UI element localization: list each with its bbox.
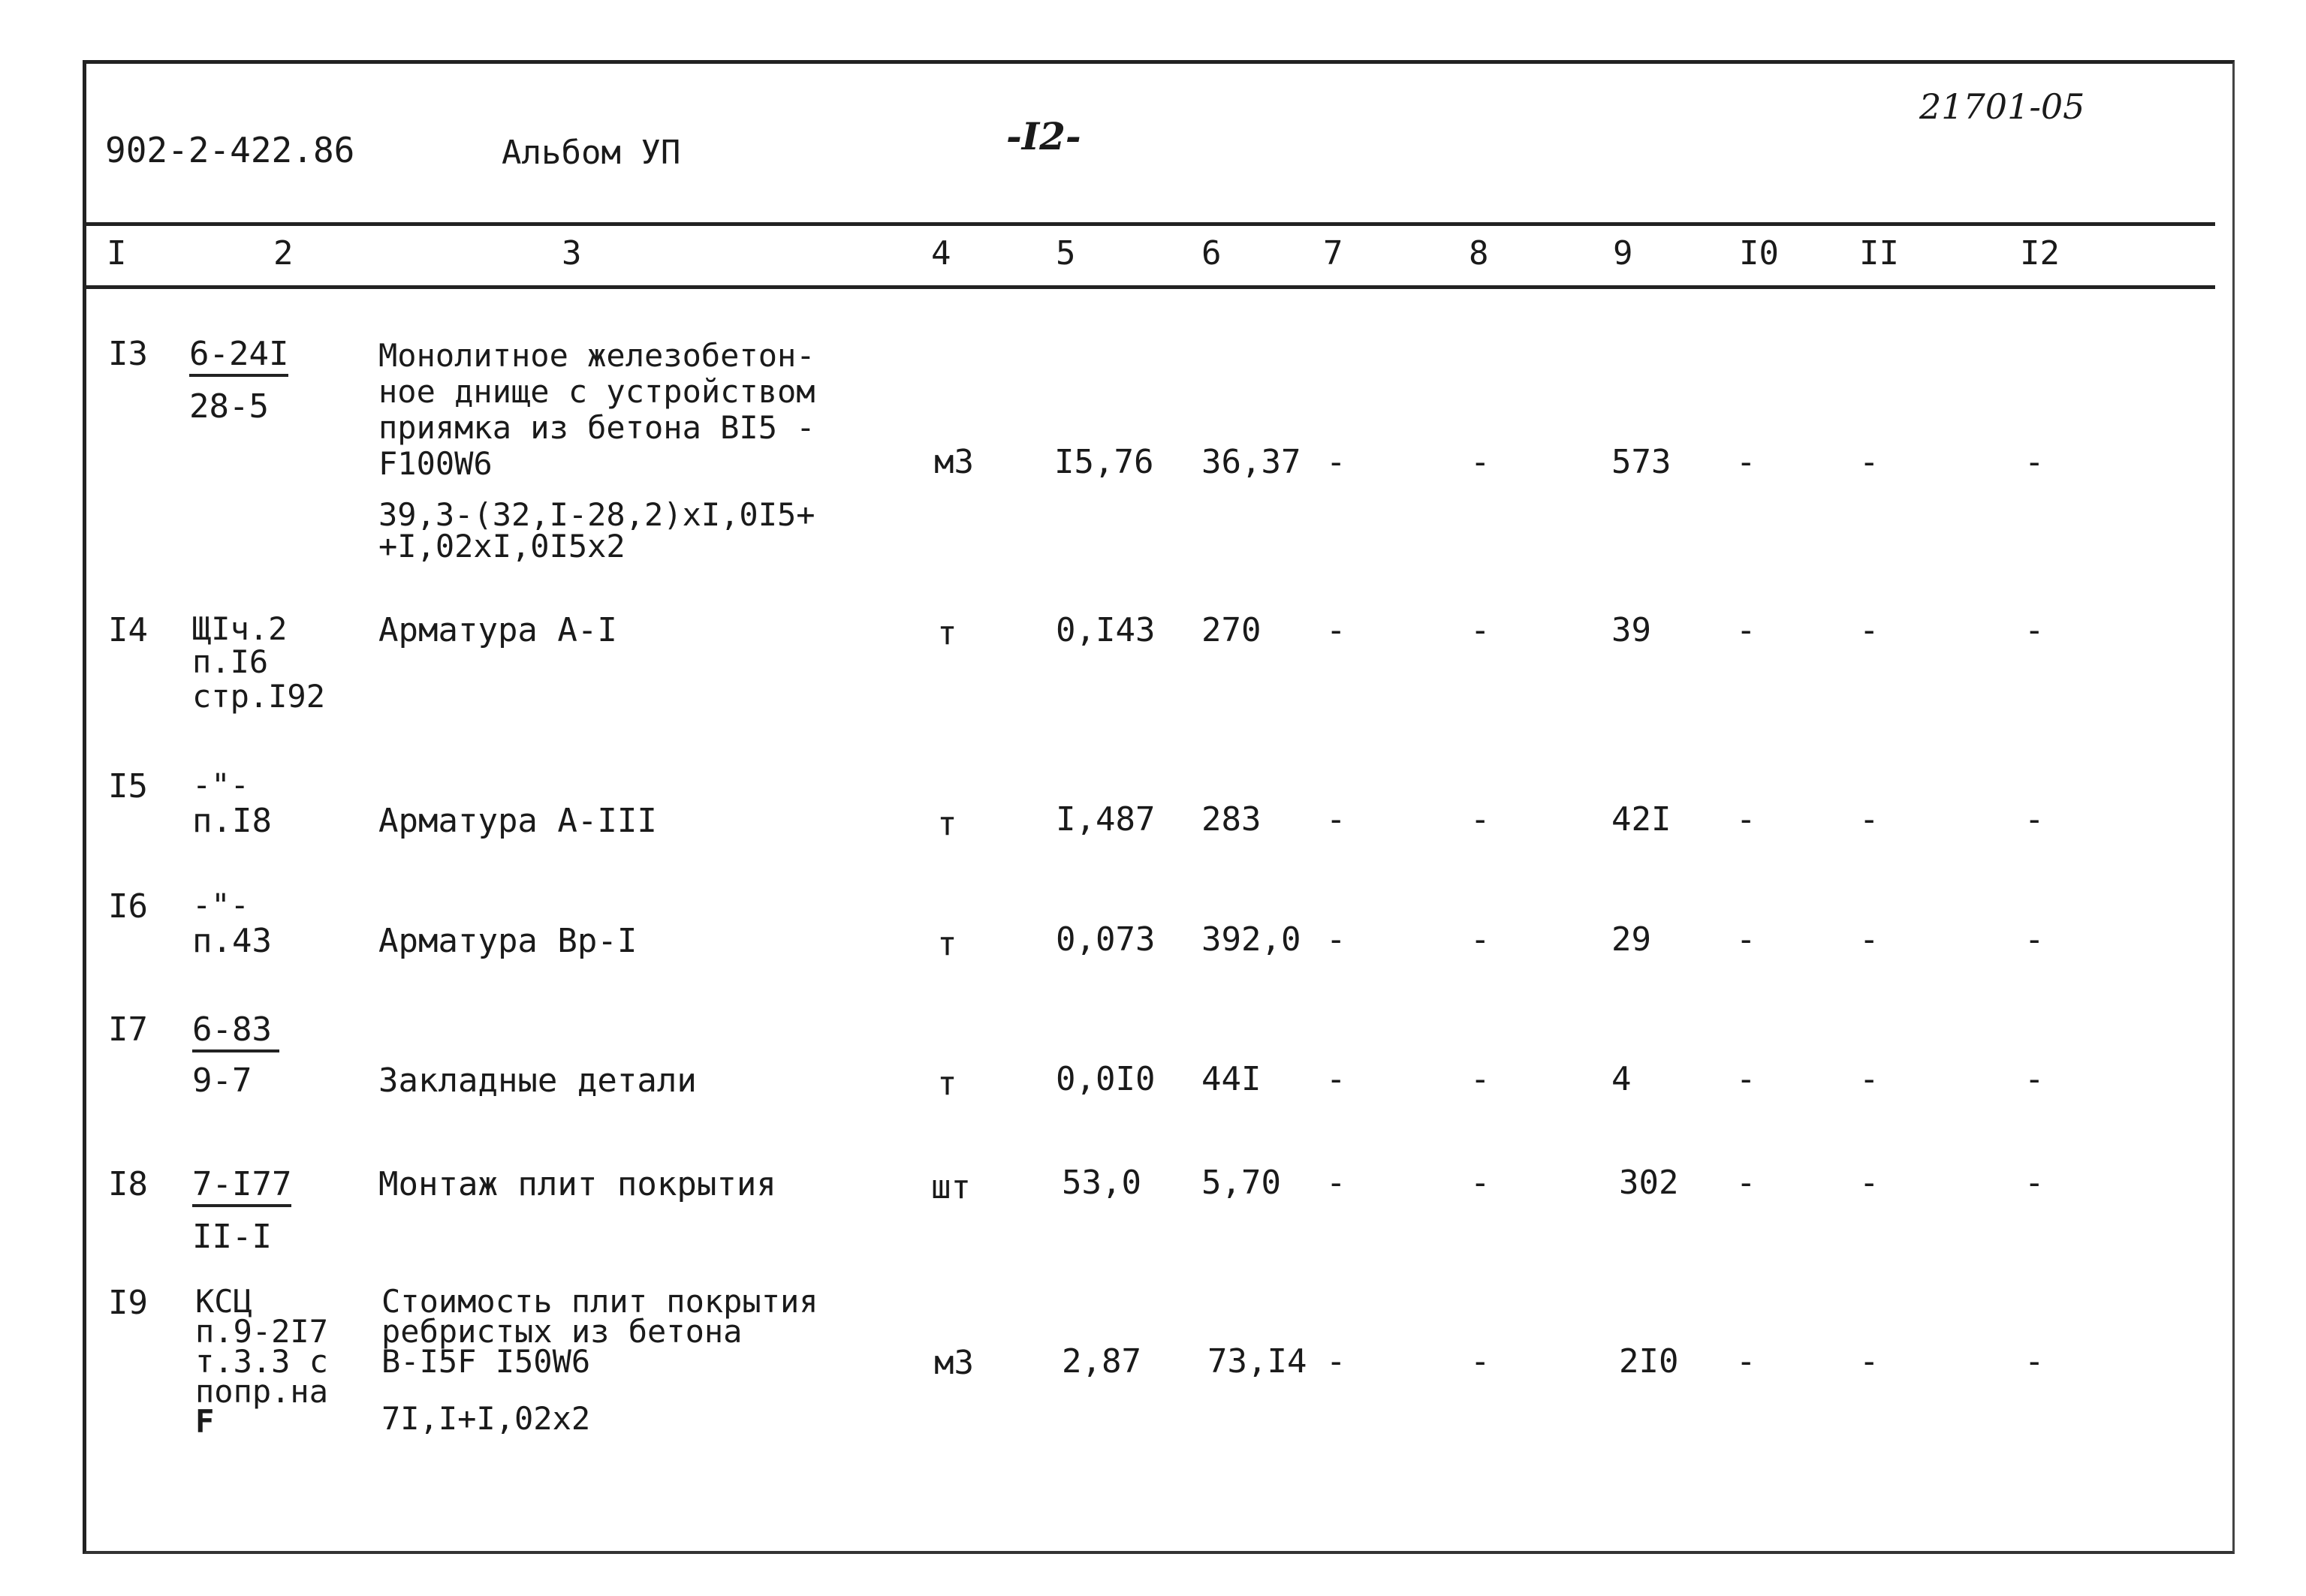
col7-value: - — [1326, 800, 1346, 839]
col-header: 9 — [1613, 234, 1633, 273]
item-description: Арматура A-I — [378, 611, 617, 649]
col7-value: - — [1326, 1164, 1346, 1202]
row-number: I4 — [108, 611, 148, 649]
col12-value: - — [2024, 611, 2045, 649]
norm-code: п.I8 — [192, 802, 272, 840]
col12-value: - — [2024, 1342, 2045, 1381]
header-rule-bottom — [83, 285, 2215, 289]
item-description: F100W6 — [378, 445, 493, 482]
quantity-formula: 7I,I+I,02x2 — [381, 1400, 591, 1437]
total-cost: 29 — [1611, 920, 1651, 959]
unit: м3 — [934, 443, 974, 481]
header-rule-top — [83, 222, 2215, 226]
quantity: 0,073 — [1056, 920, 1156, 959]
item-description: Закладные детали — [378, 1061, 697, 1100]
col11-value: - — [1859, 443, 1879, 481]
unit: т — [937, 805, 957, 843]
unit-price: 5,70 — [1201, 1164, 1281, 1202]
norm-code: 6-83 — [192, 1012, 279, 1052]
quantity: 0,I43 — [1056, 611, 1156, 649]
item-description: Монолитное железобетон- — [378, 337, 815, 374]
col11-value: - — [1859, 1060, 1879, 1098]
norm-code: попр.на — [195, 1373, 329, 1410]
col7-value: - — [1326, 443, 1346, 481]
quantity: 2,87 — [1062, 1342, 1141, 1381]
unit-price: 283 — [1201, 800, 1262, 839]
col8-value: - — [1470, 1060, 1491, 1098]
total-cost: 39 — [1611, 611, 1651, 649]
col8-value: - — [1470, 800, 1491, 839]
col8-value: - — [1470, 920, 1491, 959]
norm-code: 6-24I — [189, 336, 288, 377]
col-header: I2 — [2020, 234, 2060, 273]
total-cost: 573 — [1611, 443, 1671, 481]
col-header: 7 — [1323, 234, 1343, 273]
col11-value: - — [1859, 800, 1879, 839]
item-description: ное днище с устройством — [378, 373, 815, 410]
norm-code: F — [195, 1403, 215, 1440]
col12-value: - — [2024, 1060, 2045, 1098]
total-cost: 2I0 — [1619, 1342, 1679, 1381]
col10-value: - — [1736, 611, 1756, 649]
unit: т — [937, 1065, 957, 1103]
col12-value: - — [2024, 1164, 2045, 1202]
row-number: I8 — [108, 1165, 148, 1203]
norm-code: т.3.3 с — [195, 1343, 329, 1380]
norm-code: ЩIч.2 — [192, 610, 288, 647]
item-description: ребристых из бетона — [381, 1313, 743, 1350]
col-header: 8 — [1469, 234, 1489, 273]
norm-code: п.I6 — [192, 643, 269, 680]
quantity: I5,76 — [1054, 443, 1154, 481]
page-number: -I2- — [1006, 114, 1081, 158]
unit: шт — [931, 1168, 971, 1206]
col7-value: - — [1326, 1060, 1346, 1098]
quantity-formula: +I,02xI,0I5x2 — [378, 528, 625, 565]
unit: м3 — [934, 1344, 974, 1382]
col-header: 4 — [931, 234, 951, 273]
col10-value: - — [1736, 920, 1756, 959]
total-cost: 302 — [1619, 1164, 1679, 1202]
col11-value: - — [1859, 1342, 1879, 1381]
unit-price: 392,0 — [1201, 920, 1301, 959]
quantity: I,487 — [1056, 800, 1156, 839]
norm-subcode: 9-7 — [192, 1061, 252, 1100]
col-header: 2 — [273, 234, 294, 273]
col10-value: - — [1736, 1164, 1756, 1202]
col11-value: - — [1859, 1164, 1879, 1202]
total-cost: 4 — [1611, 1060, 1632, 1098]
col12-value: - — [2024, 920, 2045, 959]
col10-value: - — [1736, 1060, 1756, 1098]
col8-value: - — [1470, 611, 1491, 649]
row-number: I9 — [108, 1284, 148, 1322]
norm-code: КСЦ — [195, 1283, 252, 1320]
col10-value: - — [1736, 800, 1756, 839]
col10-value: - — [1736, 443, 1756, 481]
unit-price: 36,37 — [1201, 443, 1301, 481]
unit: т — [937, 614, 957, 652]
item-description: Арматура Bp-I — [378, 922, 638, 960]
item-description: B-I5F I50W6 — [381, 1343, 591, 1380]
quantity: 53,0 — [1062, 1164, 1141, 1202]
col10-value: - — [1736, 1342, 1756, 1381]
col11-value: - — [1859, 611, 1879, 649]
total-cost: 42I — [1611, 800, 1671, 839]
quantity: 0,0I0 — [1056, 1060, 1156, 1098]
col12-value: - — [2024, 800, 2045, 839]
unit-price: 270 — [1201, 611, 1262, 649]
document-number: 902-2-422.86 — [105, 130, 355, 170]
norm-code: стр.I92 — [192, 678, 326, 715]
archive-stamp: 21701-05 — [1919, 86, 2085, 127]
item-description: Стоимость плит покрытия — [381, 1283, 818, 1320]
album-label: Альбом УП — [502, 134, 681, 172]
norm-code: -"- — [192, 766, 249, 803]
col-header: I — [107, 234, 127, 273]
item-description: приямка из бетона BI5 - — [378, 409, 815, 446]
item-description: Арматура A-III — [378, 802, 657, 840]
col8-value: - — [1470, 443, 1491, 481]
col8-value: - — [1470, 1342, 1491, 1381]
col-header: 5 — [1056, 234, 1076, 273]
item-description: Монтаж плит покрытия — [378, 1165, 776, 1203]
unit-price: 44I — [1201, 1060, 1262, 1098]
row-number: I3 — [108, 335, 148, 373]
row-number: I5 — [108, 767, 148, 806]
norm-code: -"- — [192, 887, 249, 923]
norm-code: п.43 — [192, 922, 272, 960]
row-number: I6 — [108, 887, 148, 926]
quantity-formula: 39,3-(32,I-28,2)xI,0I5+ — [378, 496, 815, 533]
col-header: II — [1859, 234, 1899, 273]
col12-value: - — [2024, 443, 2045, 481]
col7-value: - — [1326, 920, 1346, 959]
row-number: I7 — [108, 1010, 148, 1049]
unit-price: 73,I4 — [1207, 1342, 1307, 1381]
norm-subcode: II-I — [192, 1218, 272, 1256]
col7-value: - — [1326, 1342, 1346, 1381]
norm-code: 7-I77 — [192, 1167, 291, 1207]
unit: т — [937, 925, 957, 963]
col7-value: - — [1326, 611, 1346, 649]
col11-value: - — [1859, 920, 1879, 959]
col-header: 3 — [562, 234, 582, 273]
col-header: 6 — [1201, 234, 1222, 273]
col8-value: - — [1470, 1164, 1491, 1202]
col-header: I0 — [1739, 234, 1779, 273]
norm-subcode: 28-5 — [189, 387, 269, 426]
norm-code: п.9-2I7 — [195, 1313, 329, 1350]
